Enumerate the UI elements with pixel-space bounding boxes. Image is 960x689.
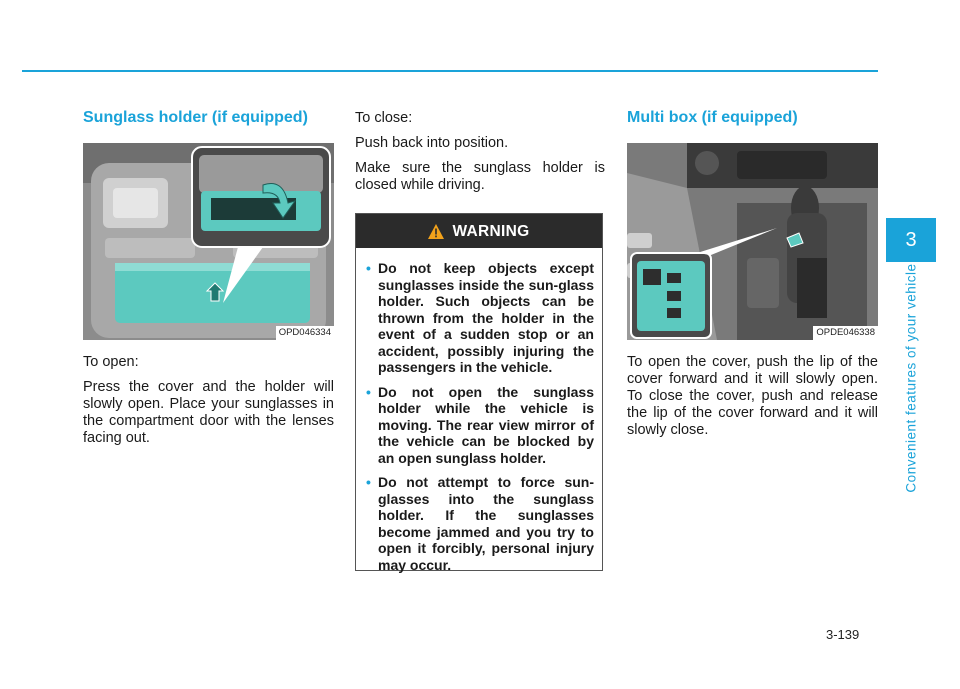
chapter-tab	[886, 218, 936, 262]
warning-item-text: Do not open the sunglass holder while the vehicle is moving. The rear view mirror of the vehicle can be blocked by an open sunglass holder.	[378, 383, 594, 466]
chapter-number: 3	[905, 228, 917, 251]
warning-heading: WARNING	[452, 222, 530, 240]
close-reminder: Make sure the sunglass holder is closed while driving.	[355, 160, 605, 193]
multi-box-title: Multi box (if equipped)	[627, 109, 798, 126]
top-rule	[22, 70, 878, 72]
open-instructions: Press the cover and the holder will slowly open. Place your sunglasses in the compartment door with the lenses facing out.	[83, 379, 334, 446]
close-label: To close:	[355, 110, 413, 126]
warning-item-text: Do not keep objects except sunglasses inside the sun-glass holder. Such objects can be thrown from the holder in the event of a sudden stop or an accident, possibly injuring the passengers in the vehicle.	[378, 260, 594, 375]
multi-box-figure	[627, 143, 878, 340]
figure-code: OPD046334	[276, 326, 334, 340]
bullet-icon: •	[366, 260, 371, 276]
warning-item	[366, 474, 594, 573]
warning-item	[366, 384, 594, 467]
multi-box-instructions: To open the cover, push the lip of the cover forward and it will slowly open. To close the cover, push and release the lip of the cover forward and it will slowly close.	[627, 354, 878, 438]
warning-item-text: Do not attempt to force sun-glasses into the sunglass holder. If the sunglasses become jammed and you try to open it forcibly, personal injury may occur.	[378, 474, 594, 573]
close-section	[355, 110, 605, 571]
page-number: 3-139	[826, 627, 860, 642]
open-label: To open:	[83, 354, 139, 370]
warning-list	[356, 248, 602, 573]
sunglass-holder-section	[83, 108, 334, 455]
chapter-title: Convenient features of your vehicle	[903, 263, 919, 493]
close-instructions: Push back into position.	[355, 135, 509, 151]
warning-header	[356, 214, 602, 248]
bullet-icon: •	[366, 474, 371, 490]
sunglass-holder-figure	[83, 143, 334, 340]
bullet-icon: •	[366, 383, 371, 400]
sunglass-holder-illustration	[83, 143, 334, 340]
multi-box-illustration	[627, 143, 878, 340]
warning-box	[355, 213, 603, 571]
multi-box-section	[627, 108, 878, 447]
figure-code: OPDE046338	[813, 326, 878, 340]
warning-triangle-icon	[428, 224, 444, 239]
warning-item	[366, 260, 594, 376]
sunglass-holder-title: Sunglass holder (if equipped)	[83, 109, 308, 126]
